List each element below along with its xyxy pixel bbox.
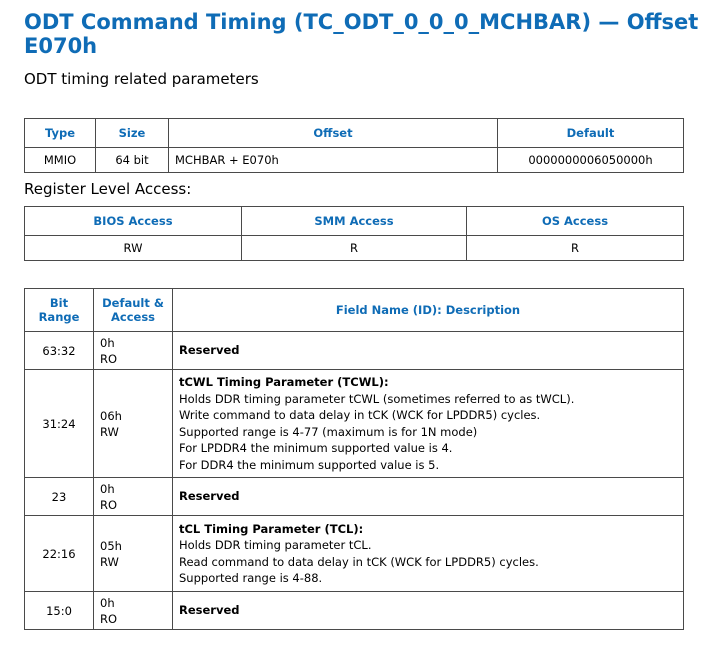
default-value: 0000000006050000h <box>498 148 684 173</box>
column-header-default: Default <box>498 119 684 148</box>
default-access <box>94 332 173 370</box>
table-row <box>25 370 684 478</box>
header-line: Default & <box>102 296 164 310</box>
field-description <box>173 516 684 592</box>
field-name: tCL Timing Parameter (TCL): <box>179 521 364 536</box>
table-header-row <box>25 207 684 236</box>
page-title: ODT Command Timing (TC_ODT_0_0_0_MCHBAR) — Offset E070h <box>24 10 699 58</box>
field-name: Reserved <box>179 603 240 618</box>
register-summary-table <box>24 118 684 173</box>
table-row <box>25 236 684 261</box>
access-value: RO <box>100 497 118 512</box>
default-value: 0h <box>100 595 115 610</box>
table-row <box>25 516 684 592</box>
register-access-table <box>24 206 684 261</box>
description-line: Holds DDR timing parameter tCWL (sometimes referred to as tWCL). <box>179 391 575 406</box>
table-header-row <box>25 119 684 148</box>
column-header-offset: Offset <box>169 119 498 148</box>
header-line: Access <box>110 310 156 324</box>
description-line: Holds DDR timing parameter tCL. <box>179 538 372 552</box>
bit-range: 31:24 <box>25 370 94 478</box>
smm-access-value: R <box>242 236 467 261</box>
size-value: 64 bit <box>96 148 169 173</box>
default-value: 06h <box>100 408 122 423</box>
table-row <box>25 592 684 630</box>
type-value: MMIO <box>25 148 96 173</box>
table-row <box>25 478 684 516</box>
bit-range: 23 <box>25 478 94 516</box>
register-description: ODT timing related parameters <box>24 70 259 88</box>
default-value: 0h <box>100 481 115 496</box>
description-line: Write command to data delay in tCK (WCK for LPDDR5) cycles. <box>179 408 541 422</box>
column-header-size: Size <box>96 119 169 148</box>
column-header-type: Type <box>25 119 96 148</box>
table-row <box>25 332 684 370</box>
access-value: RW <box>100 424 119 439</box>
column-header-bit-range <box>25 289 94 332</box>
default-access <box>94 592 173 630</box>
bit-range: 63:32 <box>25 332 94 370</box>
description-line: Supported range is 4-77 (maximum is for 1N mode) <box>179 424 478 439</box>
bios-access-value: RW <box>25 236 242 261</box>
access-value: RO <box>100 351 118 366</box>
header-line: Bit <box>49 296 69 310</box>
description-line: Read command to data delay in tCK (WCK for LPDDR5) cycles. <box>179 554 539 569</box>
column-header-description: Field Name (ID): Description <box>173 289 684 332</box>
table-header-row <box>25 289 684 332</box>
column-header-smm-access: SMM Access <box>242 207 467 236</box>
field-name: Reserved <box>179 343 240 358</box>
description-line: Supported range is 4-88. <box>179 571 323 585</box>
access-value: RW <box>100 554 119 569</box>
bit-range: 15:0 <box>25 592 94 630</box>
access-value: RO <box>100 611 118 626</box>
field-description <box>173 478 684 516</box>
os-access-value: R <box>467 236 684 261</box>
default-access <box>94 370 173 478</box>
description-line: For DDR4 the minimum supported value is 5. <box>179 457 440 472</box>
offset-value: MCHBAR + E070h <box>169 148 498 173</box>
column-header-default-access <box>94 289 173 332</box>
header-line: Range <box>38 310 80 324</box>
field-description <box>173 332 684 370</box>
field-description <box>173 370 684 478</box>
field-name: tCWL Timing Parameter (TCWL): <box>179 375 389 389</box>
description-line: For LPDDR4 the minimum supported value is 4. <box>179 441 453 455</box>
default-value: 0h <box>100 335 115 350</box>
default-access <box>94 516 173 592</box>
register-access-label: Register Level Access: <box>24 180 192 198</box>
column-header-bios-access: BIOS Access <box>25 207 242 236</box>
bit-range: 22:16 <box>25 516 94 592</box>
default-access <box>94 478 173 516</box>
default-value: 05h <box>100 538 122 553</box>
bit-fields-table <box>24 288 684 630</box>
field-description <box>173 592 684 630</box>
column-header-os-access: OS Access <box>467 207 684 236</box>
field-name: Reserved <box>179 489 240 504</box>
table-row <box>25 148 684 173</box>
